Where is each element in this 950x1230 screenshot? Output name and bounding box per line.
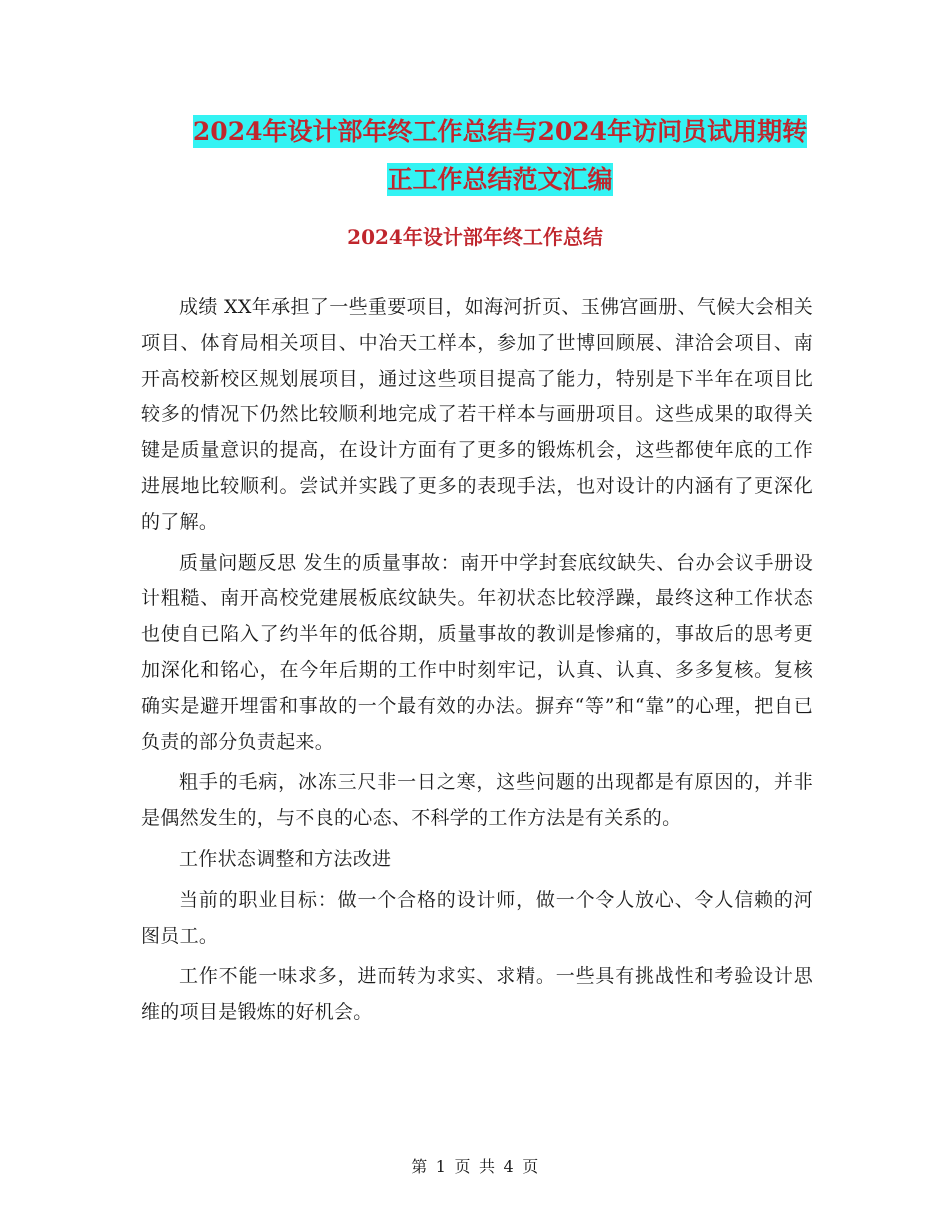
paragraph-quality-reflection: 质量问题反思 发生的质量事故：南开中学封套底纹缺失、台办会议手册设计粗糙、南开高校党建展板底纹缺失。年初状态比较浮躁，最终这种工作状态也使自已陷入了约半年的低谷期，质量事故的教训是惨痛的，事故后的思考更加深化和铭心，在今年后期的工作中时刻牢记，认真、认真、多多复核。复核确实是避开埋雷和事故的一个最有效的办法。摒弃“等”和“靠”的心理，把自已负责的部分负责起来。 xyxy=(141,551,813,753)
paragraph-achievements: 成绩 XX年承担了一些重要项目，如海河折页、玉佛宫画册、气候大会相关项目、体育局相关项目、中冶天工样本，参加了世博回顾展、津洽会项目、南开高校新校区规划展项目，通过这些项目提高了能力，特别是下半年在项目比较多的情况下仍然比较顺利地完成了若干样本与画册项目。这些成果的取得关键是质量意识的提高，在设计方面有了更多的锻炼机会，这些都使年底的工作进展地比较顺利。尝试并实践了更多的表现手法，也对设计的内涵有了更深化的了解。 xyxy=(141,296,813,533)
document-body xyxy=(141,290,813,1036)
paragraph-work-quality: 工作不能一味求多，进而转为求实、求精。一些具有挑战性和考验设计思维的项目是锻炼的好机会。 xyxy=(141,965,813,1024)
document-title-line2: 正工作总结范文汇编 xyxy=(387,165,613,194)
document-title-line1: 2024年设计部年终工作总结与2024年访问员试用期转 xyxy=(192,117,808,146)
footer-page-current: 1 xyxy=(435,1157,447,1176)
footer-page-total: 4 xyxy=(503,1157,515,1176)
paragraph-career-goal: 当前的职业目标：做一个合格的设计师，做一个令人放心、令人信赖的河图员工。 xyxy=(141,888,813,947)
page-footer xyxy=(0,1154,950,1177)
footer-total-label: 共 xyxy=(479,1157,496,1176)
footer-prefix: 第 xyxy=(411,1157,428,1176)
paragraph-adjustment-heading: 工作状态调整和方法改进 xyxy=(179,847,392,870)
paragraph-careless-habits: 粗手的毛病，冰冻三尺非一日之寒，这些问题的出现都是有原因的，并非是偶然发生的，与不良的心态、不科学的工作方法是有关系的。 xyxy=(141,771,813,830)
section-title: 2024年设计部年终工作总结 xyxy=(347,225,603,249)
document-title xyxy=(140,108,860,204)
footer-page-label: 页 xyxy=(454,1157,471,1176)
footer-suffix: 页 xyxy=(522,1157,539,1176)
